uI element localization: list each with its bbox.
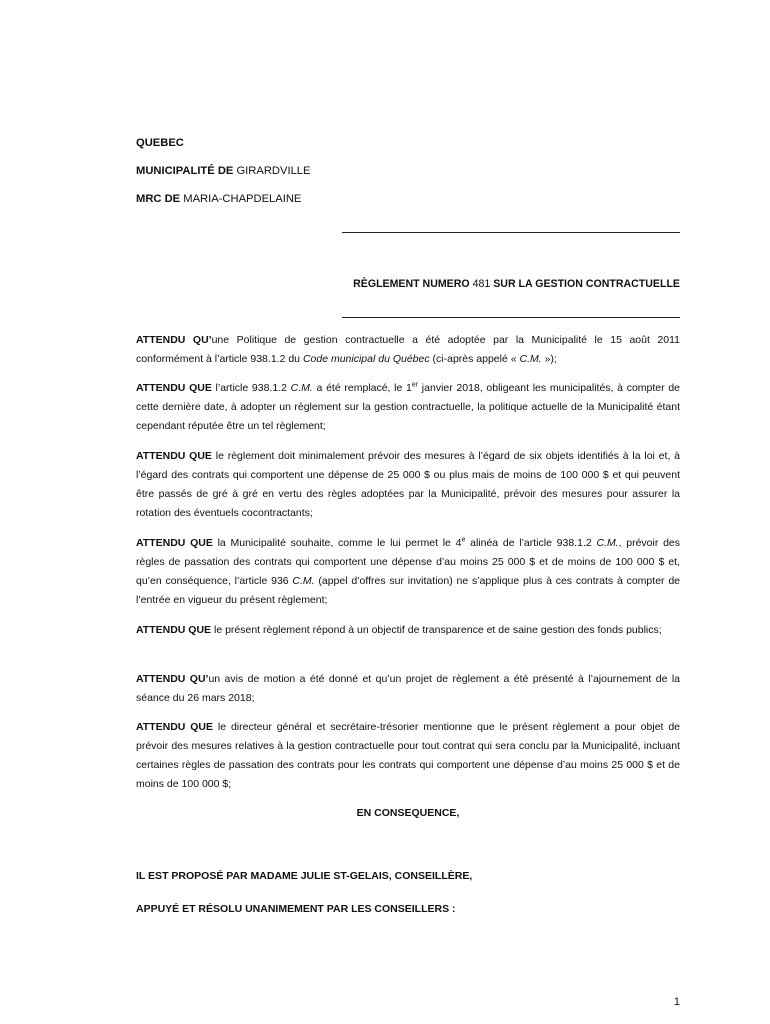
paragraph-text: »); [541, 353, 557, 365]
paragraph-text: alinéa de l’article 938.1.2 [465, 537, 597, 549]
paragraph-italic: C.M. [290, 382, 313, 394]
paragraph-lead: ATTENDU QUE [136, 721, 214, 733]
regulation-title [342, 277, 680, 291]
proposed-by-line: IL EST PROPOSÉ PAR MADAME JULIE ST-GELAIS, CONSEILLÈRE, [136, 870, 473, 882]
municipality-name: GIRARDVILLE [236, 165, 311, 177]
paragraph-italic: C.M. [292, 575, 315, 587]
paragraph-superscript: er [411, 381, 419, 389]
paragraph-text: janvier 2018, obligeant les municipalités, à compter de cette dernière date, à adopter un règlement sur la gestion contractuelle, la politique actuelle de la Municipalité étant cependant réputée être un tel règlement; [136, 382, 680, 432]
paragraph-lead: ATTENDU QUE [136, 450, 212, 462]
paragraph-text: l’article 938.1.2 [211, 382, 291, 394]
mrc-prefix: MRC DE [136, 193, 184, 205]
title-number: 481 [472, 278, 491, 290]
whereas-paragraph-2 [136, 379, 680, 436]
title-part-1: RÈGLEMENT NUMERO [353, 278, 473, 290]
whereas-paragraph-3 [136, 447, 680, 523]
whereas-paragraph-6 [136, 670, 680, 708]
whereas-paragraph-5 [136, 621, 680, 640]
mrc-name: MARIA-CHAPDELAINE [183, 193, 302, 205]
paragraph-lead: ATTENDU QUE [136, 382, 212, 394]
paragraph-text: , prévoir des règles de passation des contrats qui comportent une dépense d’au moins 25 000 $ et de moins de 100 000 $ et, qu’en conséquence, l’article 936 [136, 537, 681, 587]
whereas-paragraph-7 [136, 718, 680, 794]
paragraph-lead: ATTENDU QU’ [136, 673, 209, 685]
paragraph-text: (appel d’offres sur invitation) ne s’applique plus à ces contrats à compter de l’entrée en vigueur du présent règlement; [136, 575, 680, 606]
seconded-line: APPUYÉ ET RÉSOLU UNANIMEMENT PAR LES CONSEILLERS : [136, 903, 456, 915]
title-part-2: SUR LA GESTION CONTRACTUELLE [490, 278, 680, 290]
title-bottom-rule [342, 317, 680, 318]
paragraph-italic: C.M. [596, 537, 619, 549]
paragraph-text: un avis de motion a été donné et qu’un projet de règlement a été présenté à l’ajournement de la séance du 26 mars 2018; [136, 673, 680, 704]
title-top-rule [342, 232, 680, 233]
paragraph-text: la Municipalité souhaite, comme le lui permet le 4 [212, 537, 462, 549]
consequence-heading: EN CONSEQUENCE, [356, 807, 460, 819]
paragraph-italic: Code municipal du Québec [302, 353, 430, 365]
mrc-heading [136, 192, 301, 206]
paragraph-superscript: e [461, 536, 466, 544]
paragraph-text: le directeur général et secrétaire-trésorier mentionne que le présent règlement a pour objet de prévoir des mesures relatives à la gestion contractuelle pour tout contrat qui sera conclu par la Municipalité, incluant certaines règles de passation des contrats pour les contrats qui comportent une dépense d’au moins 25 000 $ et de moins de 100 000 $; [136, 721, 681, 790]
municipality-prefix: MUNICIPALITÉ DE [136, 165, 237, 177]
municipality-heading [136, 164, 310, 178]
paragraph-lead: ATTENDU QUE [136, 624, 212, 636]
paragraph-lead: ATTENDU QU’ [136, 334, 212, 346]
paragraph-lead: ATTENDU QUE [136, 537, 213, 549]
paragraph-text: une Politique de gestion contractuelle a été adoptée par la Municipalité le 15 août 2011 conformément à l’article 938.1.2 du [136, 334, 680, 365]
province-heading: QUEBEC [136, 137, 184, 149]
whereas-paragraph-1 [136, 331, 680, 369]
paragraph-text: (ci-après appelé « [429, 353, 520, 365]
paragraph-text: le présent règlement répond à un objectif de transparence et de saine gestion des fonds publics; [211, 624, 662, 636]
whereas-paragraph-4 [136, 534, 680, 610]
page-number: 1 [673, 996, 680, 1008]
paragraph-text: le règlement doit minimalement prévoir des mesures à l’égard de six objets identifiés à la loi et, à l’égard des contrats qui comportent une dépense de 25 000 $ ou plus mais de moins de 100 000 $ et qui peuvent être passés de gré à gré en vertu des règles adoptées par la Municipalité, prévoir des mesures pour assurer la rotation des éventuels cocontractants; [136, 450, 680, 519]
paragraph-text: a été remplacé, le 1 [312, 382, 412, 394]
paragraph-italic: C.M. [519, 353, 542, 365]
